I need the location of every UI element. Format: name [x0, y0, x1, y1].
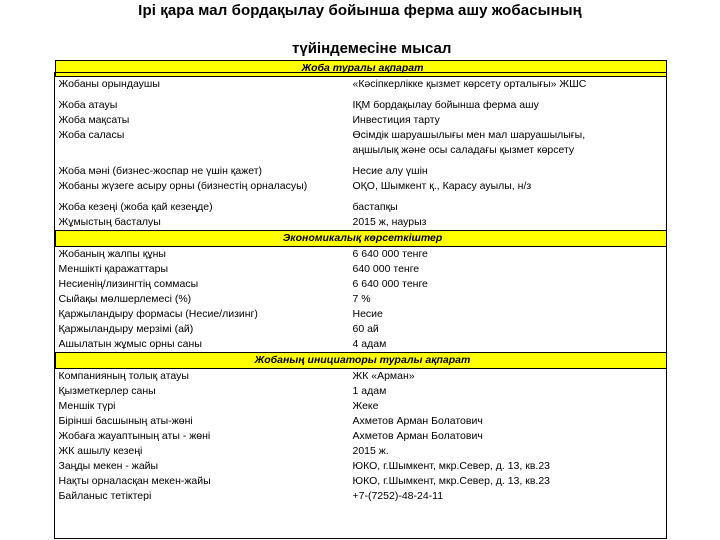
row-value: Инвестиция тарту	[352, 114, 440, 126]
table-row	[56, 200, 667, 215]
table-row	[56, 262, 667, 277]
row-value: Ахметов Арман Болатович	[352, 430, 483, 442]
row-label: Жобаның жалпы құны	[58, 248, 166, 260]
table-row	[56, 128, 667, 143]
table-row	[56, 179, 667, 194]
table-row	[56, 369, 667, 385]
row-label: Нақты орналасқан мекен-жайы	[58, 475, 211, 487]
row-label: Жобаны орындаушы	[58, 78, 160, 90]
table-row	[56, 414, 667, 429]
row-label: Меншікті қаражаттары	[58, 263, 169, 275]
row-value: 1 адам	[352, 385, 387, 397]
summary-table	[55, 60, 667, 504]
table-row	[56, 215, 667, 231]
row-label	[56, 143, 350, 158]
table-row	[56, 113, 667, 128]
table-row	[56, 399, 667, 414]
row-label: Жоба кезеңі (жоба қай кезеңде)	[58, 201, 213, 213]
row-label: ЖК ашылу кезеңі	[58, 445, 143, 457]
row-value: ЮКО, г.Шымкент, мкр.Север, д. 13, кв.23	[352, 460, 551, 472]
row-value: +7-(7252)-48-24-11	[352, 490, 444, 502]
row-value: бастапқы	[352, 201, 398, 213]
row-value: Несие алу үшін	[352, 165, 428, 177]
table-row	[56, 98, 667, 113]
row-label: Жоба мақсаты	[58, 114, 130, 126]
table-row	[56, 292, 667, 307]
row-label: Қызметкерлер саны	[58, 385, 156, 397]
table-row	[56, 164, 667, 179]
row-value: 60 ай	[352, 323, 379, 335]
table-row	[56, 77, 667, 93]
document-title-line-1: Ірі қара мал бордақылау бойынша ферма ашу жобасының	[138, 2, 582, 19]
table-row	[56, 459, 667, 474]
row-label: Жоба мәні (бизнес-жоспар не үшін қажет)	[58, 165, 263, 177]
row-label: Ашылатын жұмыс орны саны	[58, 338, 202, 350]
table-row	[56, 429, 667, 444]
row-value: 2015 ж, наурыз	[352, 216, 427, 228]
row-label: Қаржыландыру мерзімі (ай)	[58, 323, 194, 335]
section-header-project-info: Жоба туралы ақпарат	[56, 61, 667, 77]
row-value: ЮКО, г.Шымкент, мкр.Север, д. 13, кв.23	[352, 475, 551, 487]
row-value: Ахметов Арман Болатович	[352, 415, 483, 427]
row-value: ЖК «Арман»	[352, 370, 415, 382]
row-label: Жобаны жүзеге асыру орны (бизнестің орналасуы)	[58, 180, 308, 192]
row-label: Заңды мекен - жайы	[58, 460, 159, 472]
table-row	[56, 322, 667, 337]
table-row	[56, 444, 667, 459]
table-row	[56, 384, 667, 399]
table-row	[56, 474, 667, 489]
row-value: 6 640 000 тенге	[352, 278, 428, 290]
section-header-initiator: Жобаның инициаторы туралы ақпарат	[56, 353, 667, 369]
row-label: Қаржыландыру формасы (Несие/лизинг)	[58, 308, 258, 320]
row-value: ІҚМ бордақылау бойынша ферма ашу	[352, 99, 539, 111]
row-value: 640 000 тенге	[352, 263, 420, 275]
document-title-line-2: түйіндемесіне мысал	[292, 40, 452, 57]
row-value: 6 640 000 тенге	[352, 248, 428, 260]
row-label: Сыйақы мөлшерлемесі (%)	[58, 293, 192, 305]
row-value: 2015 ж.	[352, 445, 389, 457]
row-value: «Кәсіпкерлікке қызмет көрсету орталығы» ЖШС	[352, 78, 587, 90]
row-value: Жеке	[352, 400, 379, 412]
row-value: Өсімдік шаруашылығы мен мал шаруашылығы,	[352, 129, 586, 141]
section-header-economic: Экономикалық көрсеткіштер	[56, 231, 667, 247]
row-value: аңшылық және осы саладағы қызмет көрсету	[352, 144, 575, 156]
row-value: Несие	[352, 308, 383, 320]
row-value: 4 адам	[352, 338, 387, 350]
row-label: Компанияның толық атауы	[58, 370, 189, 382]
row-label: Меншік түрі	[58, 400, 116, 412]
table-row	[56, 337, 667, 353]
table-row	[56, 277, 667, 292]
table-row	[56, 489, 667, 504]
row-value: 7 %	[352, 293, 371, 305]
row-label: Несиенің/лизингтің соммасы	[58, 278, 199, 290]
row-label: Жоба атауы	[58, 99, 118, 111]
table-row	[56, 247, 667, 263]
table-row	[56, 143, 667, 158]
row-label: Жұмыстың басталуы	[58, 216, 161, 228]
row-label: Бірінші басшының аты-жөні	[58, 415, 193, 427]
row-label: Жобаға жауаптының аты - жөні	[58, 430, 211, 442]
row-label: Жоба саласы	[58, 129, 125, 141]
row-label: Байланыс тетіктері	[58, 490, 152, 502]
row-value: ОҚО, Шымкент қ., Карасу ауылы, н/з	[352, 180, 532, 192]
table-row	[56, 307, 667, 322]
